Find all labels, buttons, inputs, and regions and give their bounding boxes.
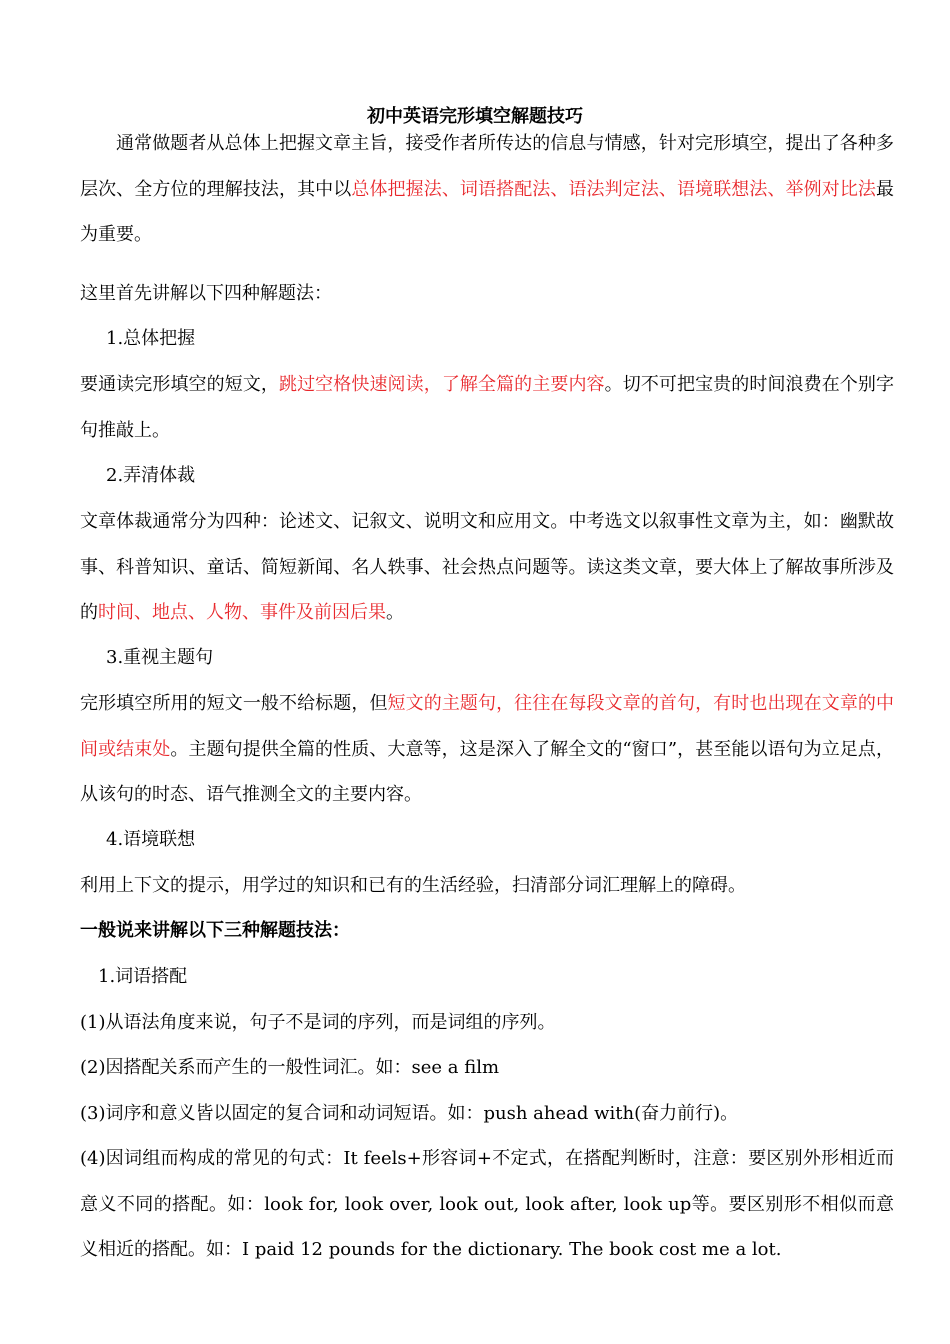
technique-item-3: (3)词序和意义皆以固定的复合词和动词短语。如：push ahead with(奋力前行)。 (80, 1103, 739, 1124)
section-3-text-2: 。主题句提供全篇的性质、大意等，这是深入了解全文的“窗口”，甚至能以语句为立足点，从该句的时态、语气推测全文的主要内容。 (80, 738, 895, 805)
section-2-text-1: 文章体裁通常分为四种：论述文、记叙文、说明文和应用文。中考选文以叙事性文章为主，如：幽默故事、科普知识、童话、简短新闻、名人轶事、社会热点问题等。读这类文章，要大体上了解故事所涉及的 (80, 511, 894, 623)
section-2-text-2: 。 (386, 602, 404, 623)
technique-1-heading: 1.词语搭配 (98, 966, 188, 987)
section-4-heading: 4.语境联想 (106, 829, 196, 850)
section-3-body (80, 681, 894, 818)
intro-text-2: 最为重要。 (80, 178, 895, 245)
section-1-text-2: 。切不可把宝贵的时间浪费在个别字句推敲上。 (80, 374, 895, 441)
lead-paragraph-1: 这里首先讲解以下四种解题法： (80, 283, 332, 304)
section-2-heading: 2.弄清体裁 (106, 465, 196, 486)
section-3-highlight: 短文的主题句，往往在每段文章的首句，有时也出现在文章的中间或结束处 (80, 693, 894, 760)
intro-highlight: 总体把握法、词语搭配法、语法判定法、语境联想法、举例对比法 (351, 178, 877, 200)
section-2-highlight: 时间、地点、人物、事件及前因后果 (98, 602, 386, 623)
lead-paragraph-2: 一般说来讲解以下三种解题技法： (80, 920, 350, 941)
intro-paragraph (80, 121, 894, 258)
technique-item-2 (80, 1045, 894, 1091)
intro-text-1: 通常做题者从总体上把握文章主旨，接受作者所传达的信息与情感，针对完形填空，提出了各种多层次、全方位的理解技法，其中以 (80, 133, 894, 200)
section-1-heading: 1.总体把握 (106, 328, 196, 349)
technique-item-2-text: (2)因搭配关系而产生的一般性词汇。如：see a film (80, 1057, 500, 1078)
section-3-text-1: 完形填空所用的短文一般不给标题，但 (80, 693, 388, 714)
section-1-body (80, 362, 894, 453)
document-title: 初中英语完形填空解题技巧 (367, 106, 583, 127)
section-1-text-1: 要通读完形填空的短文， (80, 374, 279, 395)
section-4-body: 利用上下文的提示，用学过的知识和已有的生活经验，扫清部分词汇理解上的障碍。 (80, 875, 746, 896)
technique-item-4: (4)因词组而构成的常见的句式：It feels+形容词+不定式，在搭配判断时，注意：要区别外形相近而意义不同的搭配。如：look for, look over, look out, look after, look up等。要区别形不相似而意义相近的搭配。如：I paid 12 pounds for the dictionary. The book cost me a lot. (80, 1148, 894, 1260)
section-2-body (80, 499, 894, 636)
technique-item-1: (1)从语法角度来说，句子不是词的序列，而是词组的序列。 (80, 1012, 556, 1033)
section-3-heading: 3.重视主题句 (106, 647, 214, 668)
section-1-highlight: 跳过空格快速阅读，了解全篇的主要内容 (279, 374, 605, 395)
